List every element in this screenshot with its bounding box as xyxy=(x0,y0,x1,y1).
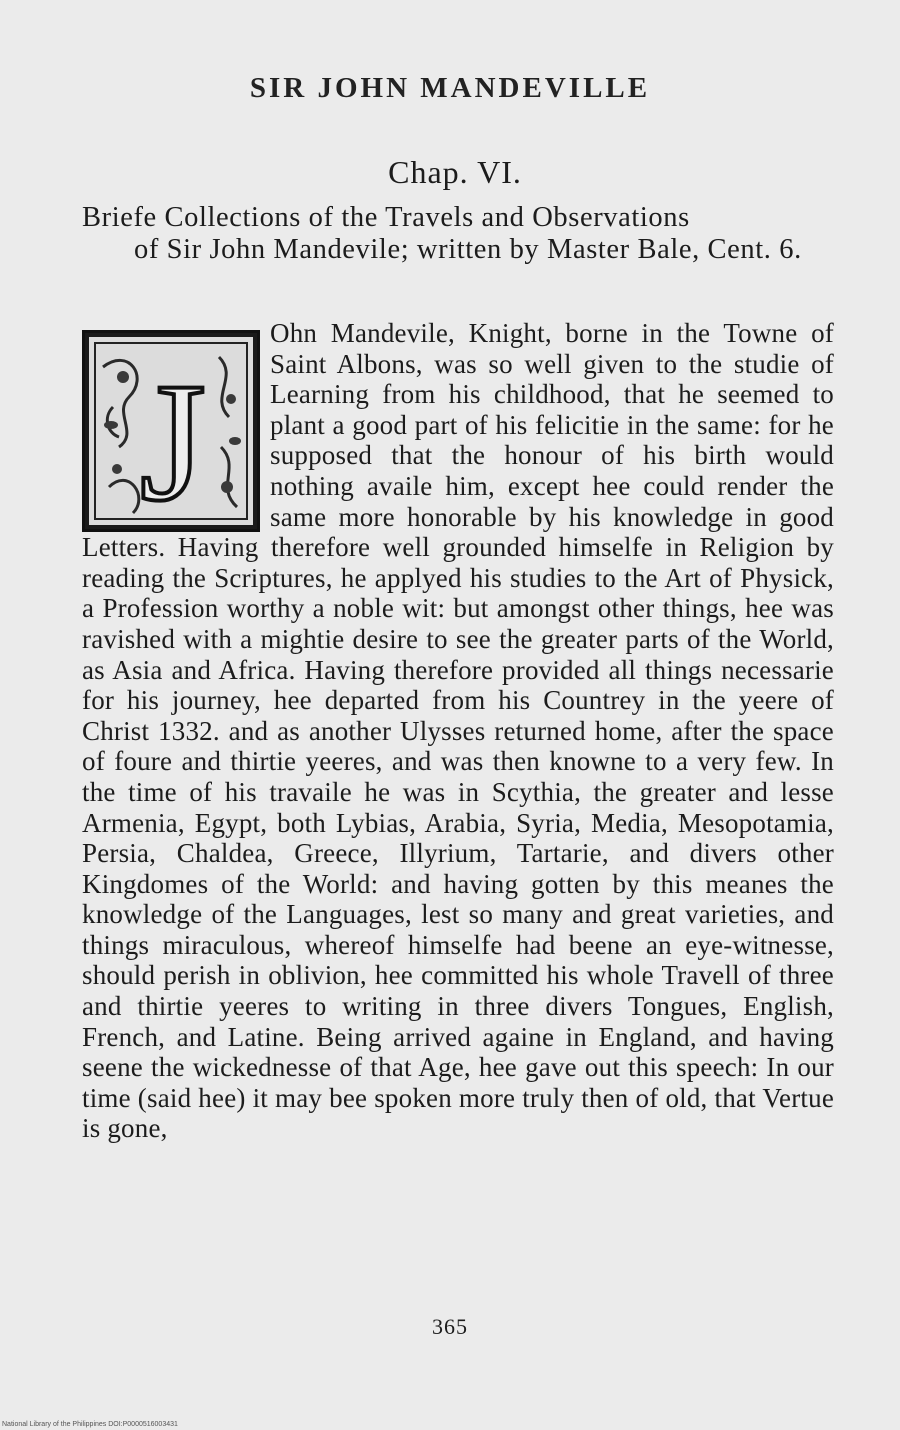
running-head: SIR JOHN MANDEVILLE xyxy=(249,72,651,104)
section-heading xyxy=(82,202,852,266)
library-footer: National Library of the Philippines DOI:P0000516003431 xyxy=(2,1421,178,1428)
body-paragraph: Ohn Mandevile, Knight, borne in the Towne of Saint Albons, was so well given to the studie of Learning from his childhood, that he seemed to plant a good part of his felicitie in the same: for he supposed that the honour of his birth would nothing availe him, except hee could render the same more honorable by his knowledge in good Letters. Having therefore well grounded himselfe in Religion by reading the Scriptures, he applyed his studies to the Art of Physick, a Profession worthy a noble wit: but amongst other things, hee was ravished with a mightie desire to see the greater parts of the World, as Asia and Africa. Having therefore provided all things necessarie for his journey, hee departed from his Countrey in the yeere of Christ 1332. and as another Ulysses returned home, after the space of foure and thirtie yeeres, and was then knowne to a very few. In the time of his travaile he was in Scythia, the greater and lesse Armenia, Egypt, both Lybias, Arabia, Syria, Media, Mesopotamia, Persia, Chaldea, Greece, Illyrium, Tartarie, and divers other Kingdomes of the World: and having gotten by this meanes the knowledge of the Languages, lest so many and great varieties, and things miraculous, whereof himselfe had beene an eye-witnesse, should perish in oblivion, hee committed his whole Travell of three and thirtie yeeres to writing in three divers Tongues, English, French, and Latine. Being arrived againe in England, and having seene the wickednesse of that Age, hee gave out this speech: In our time (said hee) it may bee spoken more truly then of old, that Vertue is gone, xyxy=(82,318,834,1144)
drop-cap-ornament-icon xyxy=(89,337,253,525)
chapter-title: Chap. VI. xyxy=(388,154,522,190)
heading-line-first: Briefe Collections of the Travels and Observations xyxy=(82,202,690,233)
body-text-block xyxy=(82,318,834,1144)
heading-line-rest: of Sir John Mandevile; written by Master Bale, Cent. 6. xyxy=(134,234,802,265)
page-number: 365 xyxy=(432,1314,468,1339)
ornamental-drop-cap xyxy=(82,330,260,532)
drop-cap-letter: J xyxy=(139,348,207,525)
